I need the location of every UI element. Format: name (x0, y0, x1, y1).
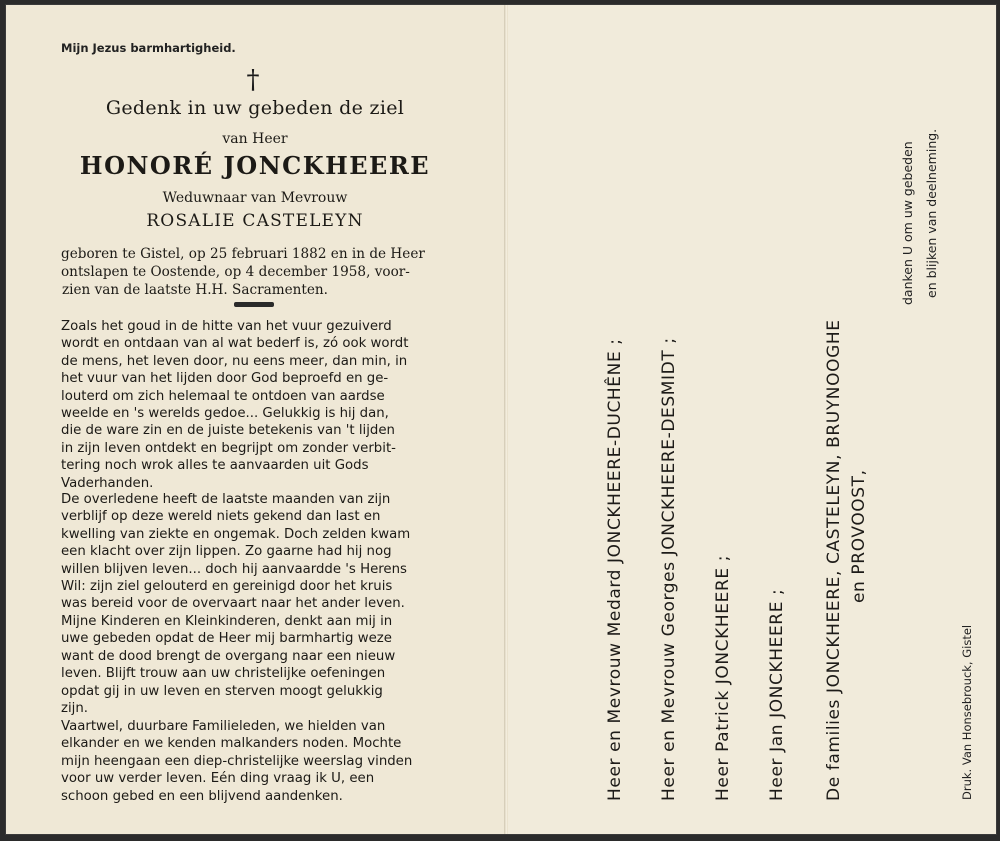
text-line: de mens, het leven door, nu eens meer, dan min, in (61, 353, 408, 369)
paragraph-children (61, 613, 471, 717)
text-line: het vuur van het lijden door God beproefd en ge- (61, 371, 389, 387)
widower-line: Weduwnaar van Mevrouw (162, 190, 348, 206)
text-line: uwe gebeden opdat de Heer mij barmhartig weze (61, 631, 392, 647)
paragraph-illness (61, 491, 471, 613)
text-line: kwelling van ziekte en ongemak. Doch zelden kwam (61, 526, 411, 542)
text-line: louterd om zich helemaal te ontdoen van aardse (61, 388, 385, 404)
right-page (508, 5, 996, 834)
paragraph-farewell (61, 718, 471, 805)
family-line: Heer Jan JONCKHEERE ; (767, 588, 787, 801)
biographical-facts (61, 245, 451, 299)
text-line: tering noch wrok alles te aanvaarden uit Gods (61, 458, 369, 474)
paragraph-gold (61, 318, 471, 492)
text-line: die de ware zin en de juiste betekenis van 't lijden (61, 423, 395, 439)
text-line: was bereid voor de overvaart naar het ander leven. (61, 596, 405, 612)
text-line: opdat gij in uw leven en sterven moogt gelukkig (61, 683, 383, 699)
thanks-line: danken U om uw gebeden (900, 141, 915, 305)
text-line: zijn. (61, 701, 89, 717)
text-line: leven. Blijft trouw aan uw christelijke oefeningen (61, 666, 386, 682)
text-line: Mijne Kinderen en Kleinkinderen, denkt aan mij in (61, 614, 393, 629)
family-line: Heer Patrick JONCKHEERE ; (713, 554, 733, 801)
left-page (6, 5, 504, 834)
family-line: Heer en Mevrouw Medard JONCKHEERE-DUCHÊNE ; (605, 338, 625, 801)
facts-line: zien van de laatste H.H. Sacramenten. (62, 282, 328, 298)
text-line: verblijf op deze wereld niets gekend dan last en (61, 509, 381, 525)
spouse-name: ROSALIE CASTELEYN (146, 211, 364, 231)
motto: Mijn Jezus barmhartigheid. (61, 41, 236, 55)
text-line: voor uw verder leven. Eén ding vraag ik U, een (61, 771, 375, 787)
deceased-name: HONORÉ JONCKHEERE (79, 151, 431, 180)
facts-line: geboren te Gistel, op 25 februari 1882 en in de Heer (61, 246, 425, 262)
family-line: De families JONCKHEERE, CASTELEYN, BRUYNOOGHE (824, 319, 844, 801)
text-line: mijn heengaan een diep-christelijke weerslag vinden (61, 753, 413, 769)
text-line: want de dood brengt de overgang naar een nieuw (61, 648, 396, 664)
divider-ornament (234, 302, 274, 307)
text-line: Zoals het goud in de hitte van het vuur gezuiverd (61, 319, 392, 334)
text-line: weelde en 's werelds gedoe... Gelukkig is hij dan, (61, 406, 389, 422)
text-line: in zijn leven ontdekt en begrijpt om zonder verbit- (61, 440, 396, 456)
text-line: Vaderhanden. (61, 475, 154, 491)
text-line: willen blijven leven... doch hij aanvaardde 's Herens (61, 561, 407, 577)
intro-line: Gedenk in uw gebeden de ziel (105, 97, 405, 119)
text-line: Vaartwel, duurbare Familieleden, we hielden van (61, 719, 386, 734)
memorial-card (5, 4, 997, 835)
van-heer-line: van Heer (222, 131, 288, 147)
thanks-line: en blijken van deelneming. (924, 128, 939, 298)
text-line: Wil: zijn ziel gelouterd en gereinigd door het kruis (61, 579, 393, 595)
facts-line: ontslapen te Oostende, op 4 december 1958, voor- (61, 264, 410, 280)
text-line: schoon gebed en een blijvend aandenken. (61, 788, 343, 804)
text-line: wordt en ontdaan van al wat bederf is, zó ook wordt (61, 336, 409, 352)
family-line: Heer en Mevrouw Georges JONCKHEERE-DESMIDT ; (659, 337, 679, 801)
text-line: elkander en we kenden malkanders noden. Mochte (61, 736, 402, 752)
printer-imprint: Druk. Van Honsebrouck, Gistel (960, 624, 974, 800)
family-line: en PROVOOST, (849, 469, 869, 603)
cross-icon: † (246, 65, 260, 95)
text-line: een klacht over zijn lippen. Zo gaarne had hij nog (61, 544, 392, 560)
text-line: De overledene heeft de laatste maanden van zijn (61, 492, 391, 507)
